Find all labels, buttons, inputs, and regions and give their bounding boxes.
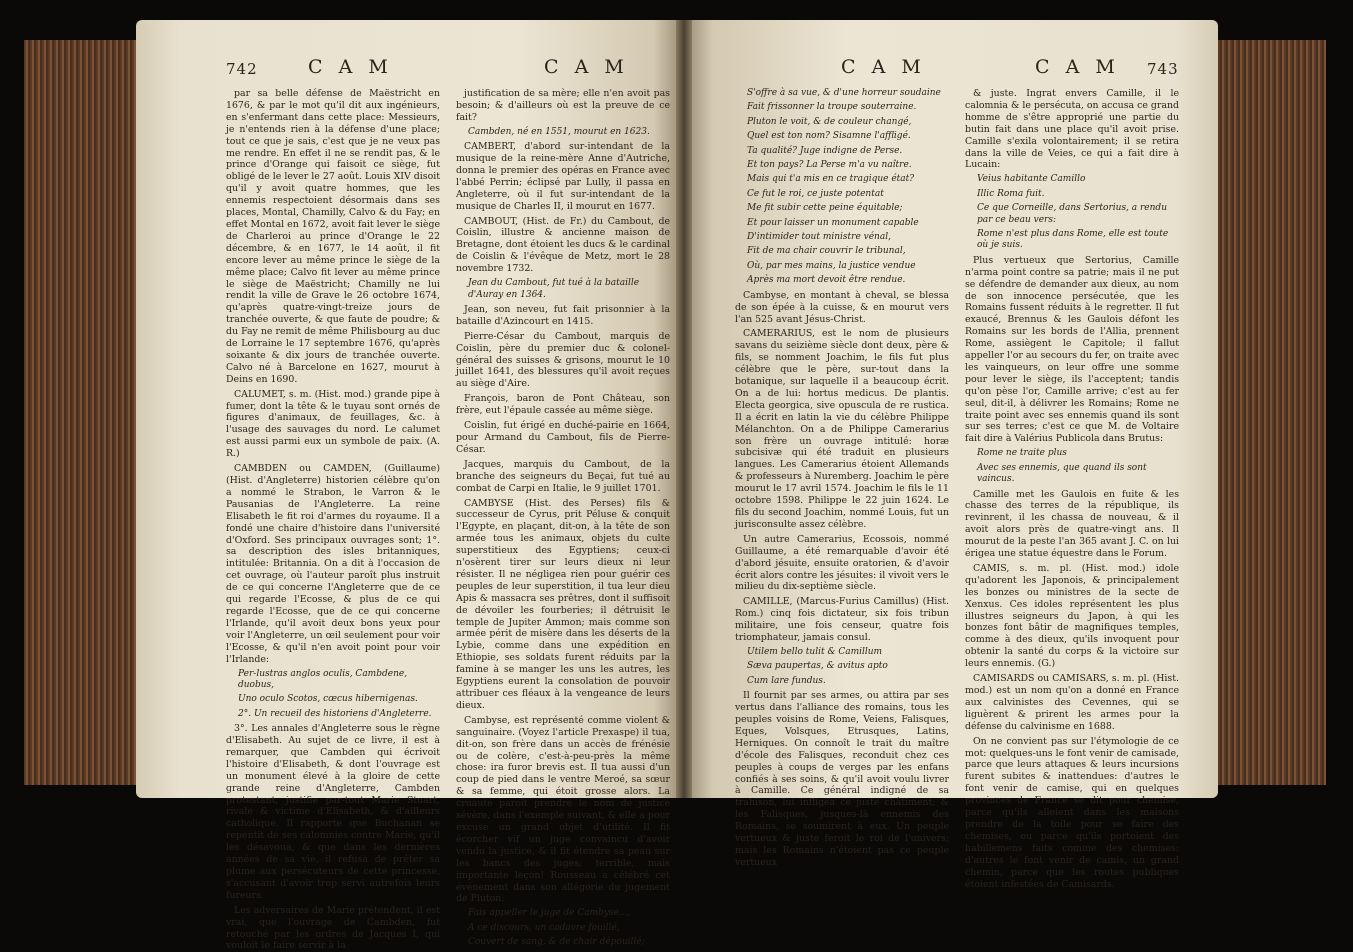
text-paragraph: justification de sa mère; elle n'en avoit pas besoin; & d'ailleurs où est la preuve de ce fait? (456, 88, 670, 123)
text-paragraph: Ce que Corneille, dans Sertorius, a rendu par ce beau vers: (977, 203, 1167, 225)
text-paragraph: CAMBYSE (Hist. des Perses) fils & successeur de Cyrus, prit Péluse & conquit l'Egypte, en plaçant, dit-on, à la tête de son armée tous les animaux, objets du culte superstitieux des Egyptiens; ceux-ci n'osèrent tirer sur leurs dieux ni leur résister. Il ne négligea rien pour guérir ces peuples de leur superstition, il tua leur dieu Apis & massacra ses prêtres, dont il suffisoit de dévoiler les fourberies; il détruisit le temple de Jupiter Ammon; mais comme son armée périt de misère dans les déserts de la Lybie, comme dans une expédition en Ethiopie, ses soldats furent réduits par la famine à se manger les uns les autres, les Egyptiens eurent la consolation de pouvoir attribuer ces fléaux à la vengeance de leurs dieux. (456, 497, 670, 711)
page-heading: C A M (1035, 56, 1120, 78)
left-running-head (226, 56, 670, 84)
right-running-head (735, 56, 1179, 84)
text-paragraph: Où, par mes mains, la justice vendue (747, 260, 916, 271)
text-paragraph: Uno oculo Scotos, cœcus hibernigenas. (238, 694, 418, 705)
text-paragraph: Pierre-César du Cambout, marquis de Coislin, père du premier duc & colonel-général des suisses & grisons, mourut le 10 juillet 1641, des blessures qu'il avoit reçues au siège d'Aire. (456, 330, 670, 390)
text-paragraph: Veius habitante Camillo (977, 174, 1086, 185)
page-number: 742 (226, 60, 258, 78)
page-number: 743 (1147, 60, 1179, 78)
text-paragraph: A ce discours, un cadavre fouillé, (468, 922, 620, 933)
page-edges-right (1208, 40, 1326, 785)
text-paragraph: Couvert de sang, & de chair dépouillé; (468, 937, 645, 948)
page-heading: C A M (544, 56, 629, 78)
text-paragraph: CAMIS, s. m. pl. (Hist. mod.) idole qu'adorent les Japonois, & principalement les bonzes ou ministres de la secte de Xenxus. Ces idoles représentent les plus illustres seigneurs du Japon, à qui les bonzes font bâtir de magnifiques temples, comme à des dieux, qu'ils invoquent pour obtenir la santé du corps & la victoire sur leurs ennemis. (G.) (965, 562, 1179, 670)
text-paragraph: Illic Roma fuit. (977, 188, 1045, 199)
text-paragraph: Jean du Cambout, fut tué à la bataille d'Auray en 1364. (468, 278, 640, 300)
text-paragraph: Pluton le voit, & de couleur changé, (747, 116, 912, 127)
text-paragraph: Cambyse, est représenté comme violent & sanguinaire. (Voyez l'article Prexaspe) il tua, dit-on, son frère dans un accès de frénésie ou de colère, c'est-à-peu-près la même chose: ira furor brevis est. Il tua aussi d'un coup de pied dans le ventre Meroé, sa sœur & sa femme, qui étoit grosse alors. La cruauté paroît prendre le nom de justice sévère, dans l'exemple suivant, & elle a pour excuse un grand objet d'utilité. Il fit écorcher vif un juge convaincu d'avoir vendu la justice, & il fit étendre sa peau sur les bancs des juges; terrible, mais importante leçon! Rousseau a célébré cet événement dans son allégorie du jugement de Pluton: (456, 714, 670, 905)
text-paragraph: Rome n'est plus dans Rome, elle est toute où je suis. (977, 228, 1169, 251)
text-paragraph: Per-lustras anglos oculis, Cambdene, duobus, (238, 668, 408, 690)
page-edges-left (24, 40, 144, 785)
text-paragraph: Ce fut le roi, ce juste potentat (747, 188, 884, 199)
book-gutter (676, 20, 692, 798)
text-paragraph: Fais appeller le juge de Cambyse..., (468, 908, 631, 919)
text-paragraph: 3°. Les annales d'Angleterre sous le règne d'Elisabeth. Au sujet de ce livre, il est à remarquer, que Cambden qui écrivoit l'histoire d'Elisabeth, & dont l'ouvrage est un monument élevé à la gloire de cette grande reine d'Angleterre, Cambden protestant, justifie par-tout Marie Stuart, rivale & victime d'Elisabeth, & d'ailleurs catholique. Il rapporte que Buchanan se repentit de ses calomnies contre Marie, qu'il les désavoua, & que dans les dernières années de sa vie, il refusa de prêter sa plume aux persécuteurs de cette princesse, s'accusant d'avoir trop servi autrefois leurs fureurs. (226, 723, 440, 901)
text-paragraph: Et ton pays? La Perse m'a vu naître. (747, 160, 912, 171)
text-paragraph: Rome ne traite plus (977, 448, 1067, 459)
text-paragraph: Coislin, fut érigé en duché-pairie en 1664, pour Armand du Cambout, fils de Pierre-César. (456, 420, 670, 455)
text-paragraph: Fit de ma chair couvrir le tribunal, (747, 246, 906, 257)
text-paragraph: Cambden, né en 1551, mourut en 1623. (468, 126, 650, 137)
text-paragraph: Ta qualité? Juge indigne de Perse. (747, 145, 903, 156)
left-page-column-1 (226, 88, 440, 952)
text-paragraph: On ne convient pas sur l'étymologie de ce mot: quelques-uns le font venir de camisade, parce que leurs attaques & leurs incursions furent subites & inattendues: d'autres le font venir de camise, qui en quelques provinces de France se dit pour chemise, parce qu'ils alloient dans les maisons prendre de la toile pour se faire des chemises, ou parce qu'ils portoient des habillemens faits comme des chemises: d'autres le font venir de camis, un grand chemin, parce que les routes publiques étoient infestées de Camisards. (965, 735, 1179, 890)
text-paragraph: Avec ses ennemis, que quand ils sont vaincus. (977, 462, 1147, 485)
text-paragraph: CAMERARIUS, est le nom de plusieurs savans du seizième siècle dont deux, père & fils, se nomment Joachim, le fils fut plus célèbre que le père, sur-tout dans la botanique, sur laquelle il a beaucoup écrit. On a de lui: hortus medicus. De plantis. Electa georgica, sive opuscula de re rustica. Il a écrit en latin la vie du célèbre Philippe Mélanchton. On a de Philippe Camerarius son frère un ouvrage intitulé: horæ subcisivæ qui été traduit en plusieurs langues. Les Camerarius étoient Allemands & professeurs à Nuremberg. Joachim le père mourut le 17 avril 1574. Joachim le fils le 11 octobre 1598. Philippe le 22 juin 1624. Le fils du second Joachim, nommé Louis, fut un jurisconsulte assez célèbre. (735, 328, 949, 530)
text-paragraph: Utilem bello tulit & Camillum (747, 646, 883, 657)
page-heading: C A M (308, 56, 393, 78)
right-page-column-2 (965, 88, 1179, 890)
text-paragraph: CALUMET, s. m. (Hist. mod.) grande pipe à fumer, dont la tête & le tuyau sont ornés de figures d'animaux, de feuillages, &c. à l'usage des sauvages du nord. Le calumet est aussi parmi eux un symbole de paix. (A. R.) (226, 388, 440, 460)
text-paragraph: Quel est ton nom? Sisamne l'affligé. (747, 131, 911, 142)
text-paragraph: Me fit subir cette peine équitable; (747, 203, 903, 214)
text-paragraph: CAMBDEN ou CAMDEN, (Guillaume) (Hist. d'Angleterre) historien célèbre qu'on a nommé le Strabon, le Varron & le Pausanias de l'Angleterre. La reine Elisabeth le fit roi d'armes du royaume. Il a fondé une chaire d'histoire dans l'université d'Oxford. Ses principaux ouvrages sont; 1°. sa description des isles britanniques, intitulée: Britannia. On a dit à l'occasion de cet ouvrage, où l'auteur paroît plus instruit de ce qui concerne l'Angleterre que de ce qui regarde l'Ecosse, & plus de ce qui regarde l'Ecosse, que de ce qui concerne l'Irlande, qu'il avoit deux bons yeux pour voir l'Angleterre, un œil seulement pour voir l'Ecosse, & qu'il n'en avoit point pour voir l'Irlande: (226, 463, 440, 665)
text-paragraph: Et pour laisser un monument capable (747, 217, 919, 228)
text-paragraph: S'offre à sa vue, & d'une horreur soudaine (747, 88, 941, 98)
text-paragraph: CAMBOUT, (Hist. de Fr.) du Cambout, de Coislin, illustre & ancienne maison de Bretagne, dont étoient les ducs & le cardinal de Coislin & l'évêque de Metz, mort le 28 novembre 1732. (456, 215, 670, 275)
text-paragraph: Un autre Camerarius, Ecossois, nommé Guillaume, a été remarquable d'avoir été d'abord jésuite, ensuite oratorien, & d'avoir écrit alors contre les jésuites: il vivoit vers le milieu du dix-septième siècle. (735, 533, 949, 593)
text-paragraph: Camille met les Gaulois en fuite & les chasse des terres de la république, ils revinrent, il les chassa de nouveau, & il avoit alors près de quatre-vingt ans. Il mourut de la peste l'an 365 avant J. C. on lui érigea une statue équestre dans le Forum. (965, 488, 1179, 560)
text-paragraph: Fait frissonner la troupe souterraine. (747, 102, 917, 113)
text-paragraph: 2°. Un recueil des historiens d'Angleterre. (238, 708, 432, 719)
left-page-column-2 (456, 88, 670, 948)
page-heading: C A M (841, 56, 926, 78)
text-paragraph: CAMISARDS ou CAMISARS, s. m. pl. (Hist. mod.) est un nom qu'on a donné en France aux calvinistes des Cevennes, qui se liguèrent & prirent les armes pour la défense du calvinisme en 1688. (965, 673, 1179, 732)
text-paragraph: Jean, son neveu, fut fait prisonnier à la bataille d'Azincourt en 1415. (456, 303, 670, 327)
right-page-column-1 (735, 88, 949, 868)
text-paragraph: Sæva paupertas, & avitus apto (747, 661, 888, 672)
text-paragraph: François, baron de Pont Château, son frère, eut l'épaule cassée au même siège. (456, 393, 670, 417)
text-paragraph: CAMBERT, d'abord sur-intendant de la musique de la reine-mère Anne d'Autriche, donna le premier des opéras en France avec l'abbé Perrin; éclipsé par Lully, il passa en Angleterre, où il fut sur-intendant de la musique de Charles II, il mourut en 1677. (456, 141, 670, 212)
text-paragraph: Il fournit par ses armes, ou attira par ses vertus dans l'alliance des romains, tous les peuples voisins de Rome, Veiens, Falisques, Eques, Volsques, Etrusques, Latins, Herniques. On connoît le trait du maître d'école des Falisques, reconduit chez ces peuples à coups de verges par les enfans confiés à ses soins, & qu'il avoit voulu livrer à Camille. Ce général indigné de sa trahison, lui infligea ce juste châtiment; & les Falisques, jusques-là ennemis des Romains, se soumirent à eux. Un peuple vertueux & juste feroit le roi de l'univers; mais les Romains n'étoient pas ce peuple vertueux (735, 690, 949, 868)
text-paragraph: Cambyse, en montant à cheval, se blessa de son épée à la cuisse, & en mourut vers l'an 525 avant Jésus-Christ. (735, 289, 949, 325)
text-paragraph: Cum lare fundus. (747, 675, 826, 686)
text-paragraph: Après ma mort devoit être rendue. (747, 275, 906, 286)
text-paragraph: & juste. Ingrat envers Camille, il le calomnia & le persécuta, on accusa ce grand homme de s'être approprié une partie du butin fait dans une place qu'il avoit prise. Camille s'exila volontairement; il se retira dans la ville de Veies, ce qui a fait dire à Lucain: (965, 88, 1179, 171)
text-paragraph: Plus vertueux que Sertorius, Camille n'arma point contre sa patrie; mais il ne put se défendre de demander aux dieux, au nom de son innocence persécutée, que les Romains fussent réduits à le regretter. Il fut exaucé, Brennus & les Gaulois défont les Romains sur les bords de l'Allia, prennent Rome, assiègent le Capitole; il fallut appeller l'or au secours du fer, on traite avec les vainqueurs, on leur offre une somme pour lever le siège, ils l'acceptent; tandis qu'on pèse l'or, Camille arrive; c'est au fer seul, dit-il, à délivrer les Romains; Rome ne traite point avec ses ennemis quand ils sont sur ses terres; c'est ce que M. de Voltaire fait dire à Valérius Publicola dans Brutus: (965, 254, 1179, 445)
text-paragraph: CAMILLE, (Marcus-Furius Camillus) (Hist. Rom.) cinq fois dictateur, six fois tribun militaire, une fois censeur, quatre fois triomphateur, jamais consul. (735, 596, 949, 644)
text-paragraph: Les adversaires de Marie prétendent, il est vrai, que l'ouvrage de Cambden, fut retouché par les ordres de Jacques I, qui vouloit le faire servir à la (226, 904, 440, 952)
text-paragraph: D'intimider tout ministre vénal, (747, 232, 891, 243)
text-paragraph: par sa belle défense de Maëstricht en 1676, & par le mot qu'il dit aux ingénieurs, en s'enfermant dans cette place: Messieurs, je n'entends rien à la défense d'une place; tout ce que je sais, c'est que je ne veux pas me rendre. En effet il ne se rendit pas, & le prince d'Orange qui faisoit ce siège, fut obligé de le lever le 27 août. Louis XIV disoit qu'il y avoit quatre hommes, que les ennemis respectoient désormais dans ses places, Montal, Chamilly, Calvo & du Fay; en effet Montal en 1672, avoit fait lever le siège de Charleroi au prince d'Orange le 22 décembre, & en 1677, le 14 août, il fit encore lever au même prince le siège de la même place; Calvo fit lever au même prince le siège de Maëstricht; Chamilly ne lui rendit la ville de Grave le 26 octobre 1674, qu'après quatre-vingt-treize jours de tranchée ouverte, & que faute de poudre; & du Fay ne remit de même Philisbourg au duc de Lorraine le 17 septembre 1676, qu'après soixante & dix jours de tranchée ouverte. Calvo né à Barcelone en 1627, mourut à Deins en 1690. (226, 88, 440, 385)
text-paragraph: Mais qui t'a mis en ce tragique état? (747, 174, 915, 185)
text-paragraph: Jacques, marquis du Cambout, de la branche des seigneurs du Beçai, fut tué au combat de Carpi en Italie, le 9 juillet 1701. (456, 458, 670, 494)
